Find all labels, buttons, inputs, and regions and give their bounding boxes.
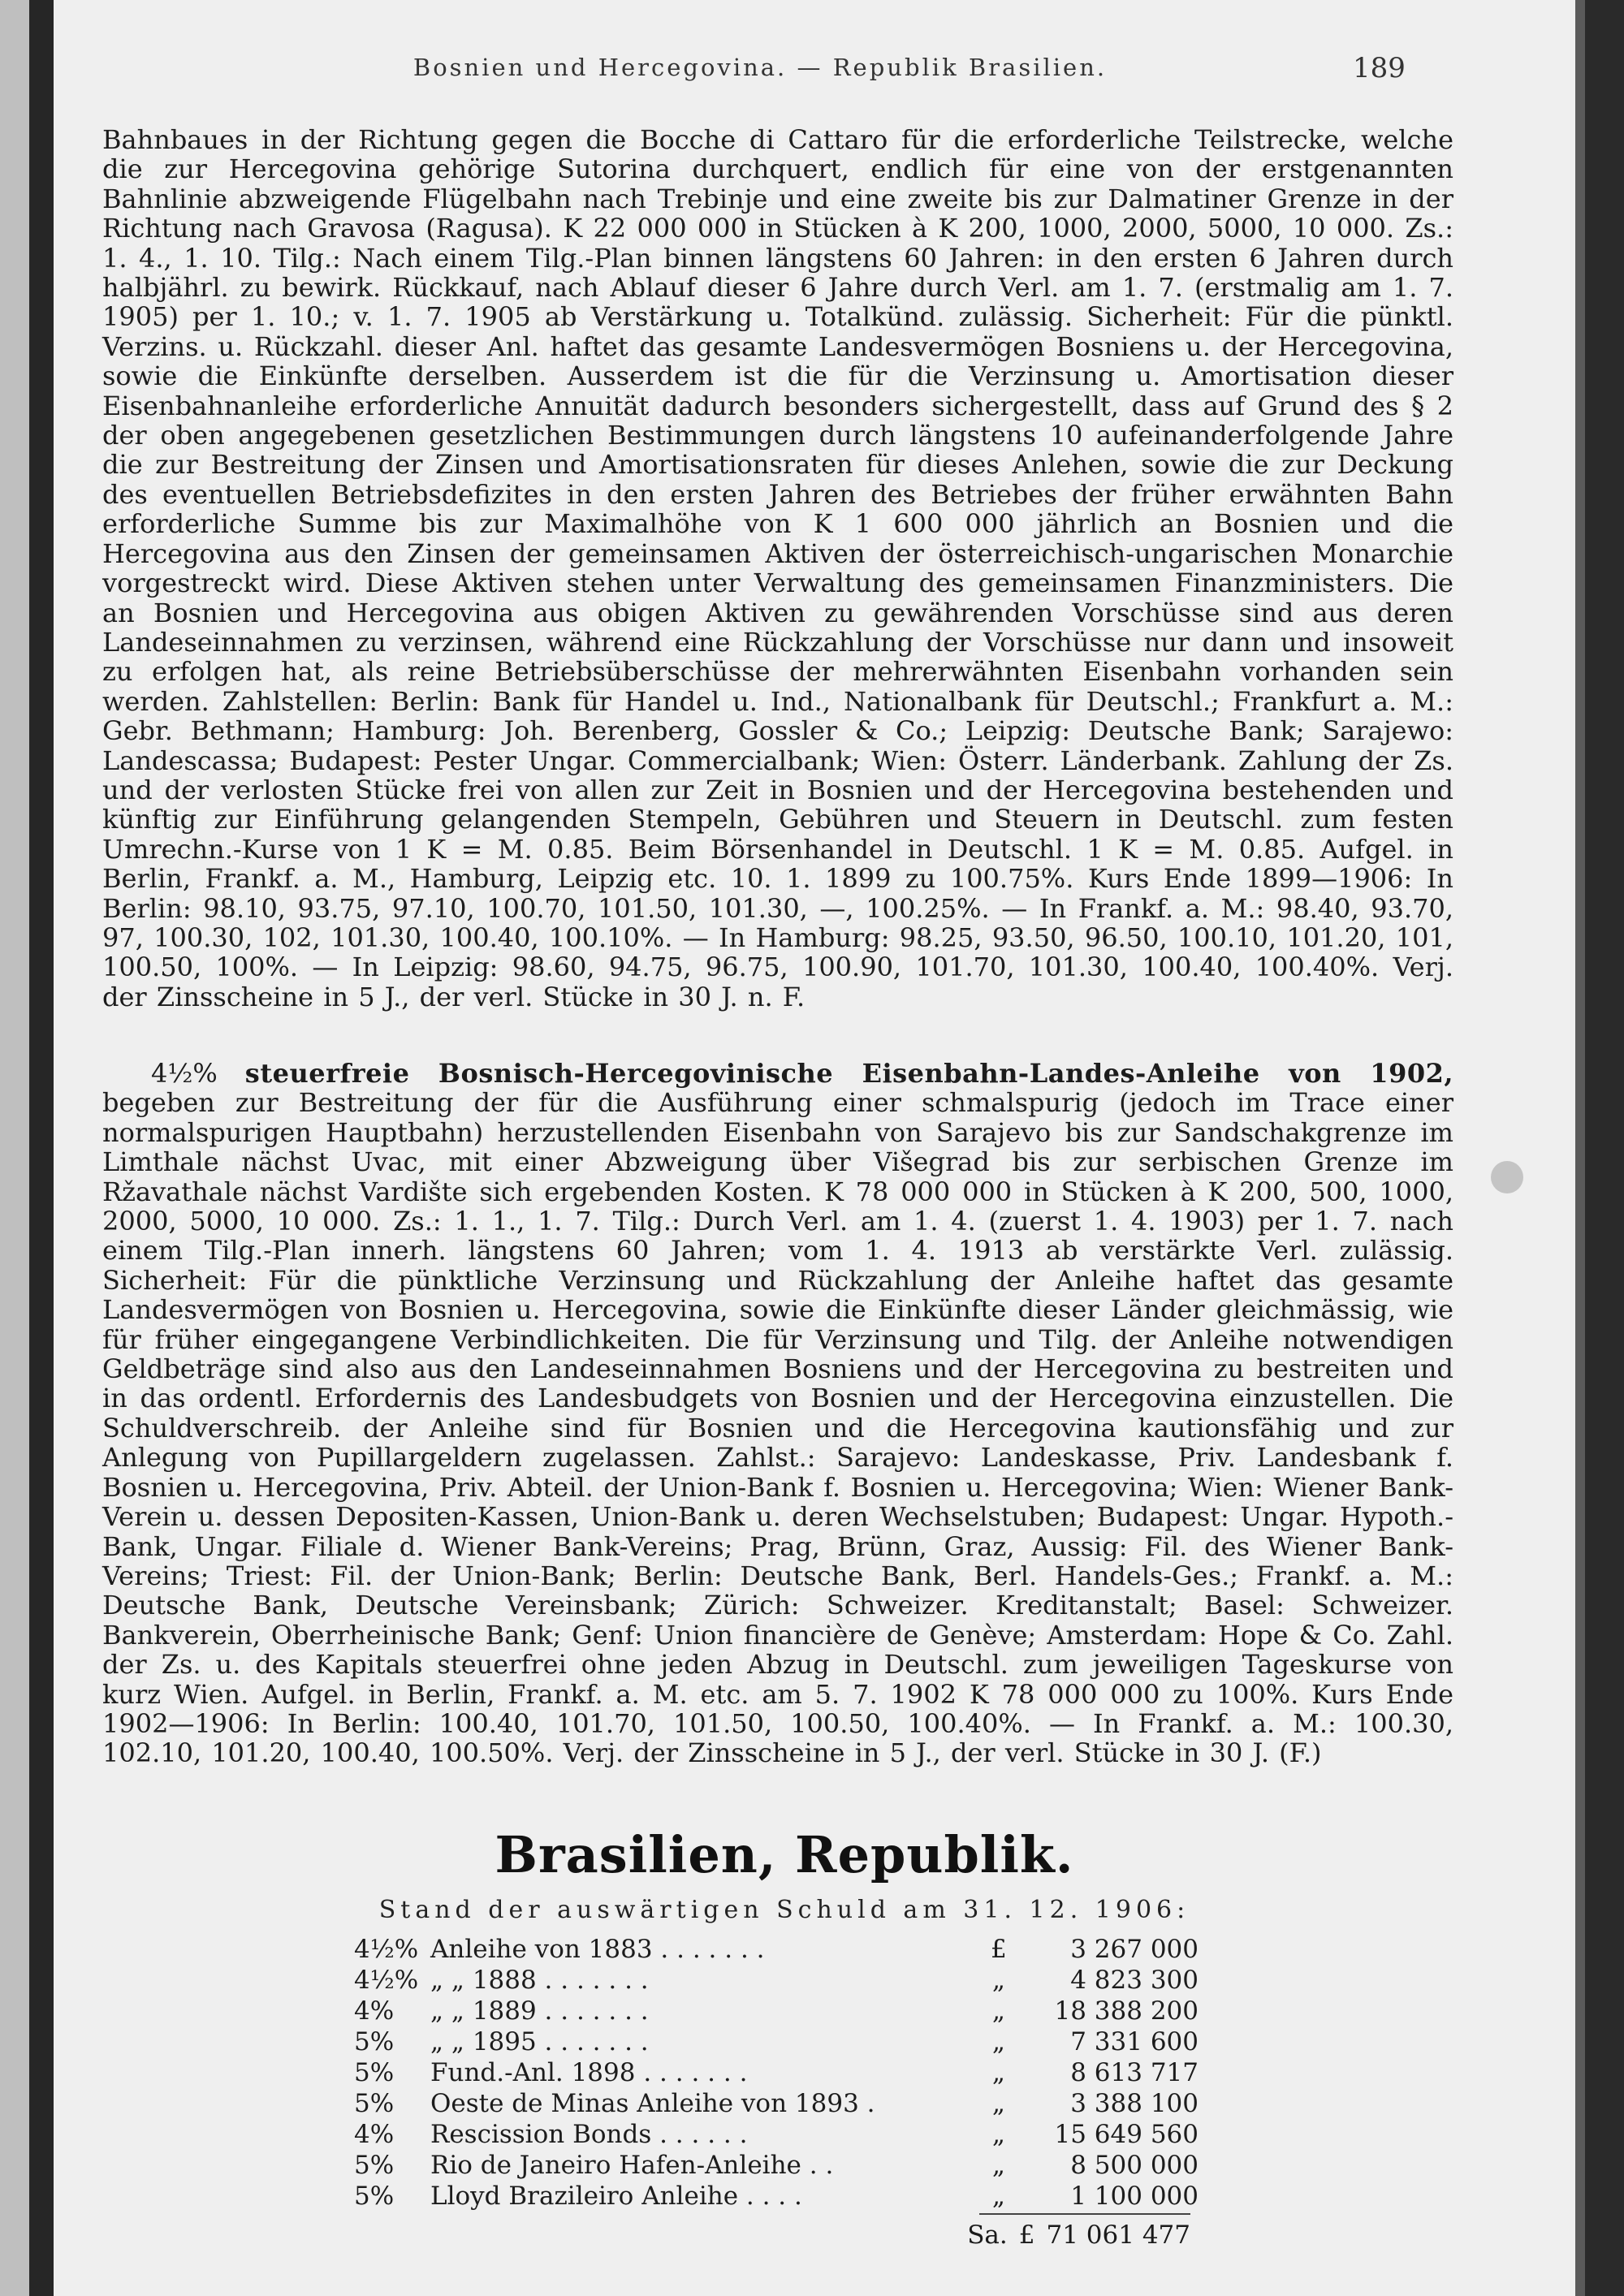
debt-row	[354, 2026, 1199, 2057]
debt-description: Anleihe von 1883 . . . . . . .	[430, 1935, 765, 1964]
debt-currency: „	[991, 2058, 1005, 2087]
scan-left-margin	[0, 0, 29, 2296]
debt-amount: 18 388 200	[1054, 1996, 1199, 2026]
total-label: Sa.	[967, 2220, 1008, 2250]
debt-amount: 8 500 000	[1070, 2151, 1199, 2180]
scan-blemish	[1491, 1161, 1523, 1193]
debt-rate: 4%	[354, 2120, 395, 2149]
book-page	[54, 0, 1575, 2296]
debt-currency: „	[991, 2182, 1005, 2211]
debt-description: Rescission Bonds . . . . . .	[430, 2120, 748, 2149]
debt-row	[354, 1934, 1199, 1965]
loan-heading: steuerfreie Bosnisch-Hercegovinische Eisenbahn-Landes-Anleihe von 1902,	[244, 1058, 1453, 1089]
debt-rate: 4%	[354, 1996, 395, 2026]
debt-description: Oeste de Minas Anleihe von 1893 .	[430, 2089, 875, 2118]
scan-right-edge	[1585, 0, 1624, 2296]
debt-row	[354, 2150, 1199, 2181]
debt-description: Lloyd Brazileiro Anleihe . . . .	[430, 2182, 802, 2211]
debt-row	[354, 1996, 1199, 2026]
debt-amount: 1 100 000	[1070, 2182, 1199, 2211]
debt-amount: 3 388 100	[1070, 2089, 1199, 2118]
debt-rate: 5%	[354, 2058, 395, 2087]
debt-currency: „	[991, 2151, 1005, 2180]
debt-rate: 5%	[354, 2151, 395, 2180]
debt-row	[354, 2119, 1199, 2150]
debt-rate: 5%	[354, 2089, 395, 2118]
debt-description: Fund.-Anl. 1898 . . . . . . .	[430, 2058, 748, 2087]
total-amount: 71 061 477	[1046, 2220, 1190, 2250]
debt-currency: „	[991, 2027, 1005, 2056]
debt-currency: „	[991, 2089, 1005, 2118]
paragraph-bosnian-railway-loan-1902	[102, 1059, 1453, 1768]
total-currency: £	[1018, 2220, 1035, 2250]
debt-amount: 7 331 600	[1070, 2027, 1199, 2056]
debt-rate: 4½%	[354, 1966, 419, 1995]
total-line	[898, 2220, 1190, 2250]
section-subtitle: Stand der auswärtigen Schuld am 31. 12. 1906:	[378, 1896, 1190, 1924]
debt-description: Rio de Janeiro Hafen-Anleihe . .	[430, 2151, 834, 2180]
debt-description: „ „ 1888 . . . . . . .	[430, 1966, 649, 1995]
debt-row	[354, 2088, 1199, 2119]
page-number: 189	[1353, 52, 1406, 84]
debt-amount: 8 613 717	[1070, 2058, 1199, 2087]
debt-rate: 5%	[354, 2182, 395, 2211]
debt-currency: „	[991, 1996, 1005, 2026]
debt-currency: £	[990, 1935, 1007, 1964]
debt-amount: 3 267 000	[1070, 1935, 1199, 1964]
loan-body: begeben zur Bestreitung der für die Ausführung einer schmalspurig (jedoch im Trace einer normalspurigen Hauptbahn) herzustellenden Eisenbahn von Sarajevo bis zur Sandschakgrenze im Limthale nächst Uvac, mit einer Abzweigung über Višegrad bis zur serbischen Grenze im Ržavathale nächst Vardište sich ergebenden Kosten. K 78 000 000 in Stücken à K 200, 500, 1000, 2000, 5000, 10 000. Zs.: 1. 1., 1. 7. Tilg.: Durch Verl. am 1. 4. (zuerst 1. 4. 1903) per 1. 7. nach einem Tilg.-Plan innerh. längstens 60 Jahren; vom 1. 4. 1913 ab verstärkte Verl. zulässig. Sicherheit: Für die pünktliche Verzinsung und Rückzahlung der Anleihe haftet das gesamte Landesvermögen von Bosnien u. Hercegovina, sowie die Einkünfte dieser Länder gleichmässig, wie für früher eingegangene Verbindlichkeiten. Die für Verzinsung und Tilg. der Anleihe notwendigen Geldbeträge sind also aus den Landeseinnahmen Bosniens und der Hercegovina zu bestreiten und in das ordentl. Erfordernis des Landesbudgets von Bosnien und der Hercegovina einzustellen. Die Schuldverschreib. der Anleihe sind für Bosnien und die Hercegovina kautionsfähig und zur Anlegung von Pupillargeldern zugelassen. Zahlst.: Sarajevo: Landeskasse, Priv. Landesbank f. Bosnien u. Hercegovina, Priv. Abteil. der Union-Bank f. Bosnien u. Hercegovina; Wien: Wiener Bank-Verein u. dessen Depositen-Kassen, Union-Bank u. deren Wechselstuben; Budapest: Ungar. Hypoth.-Bank, Ungar. Filiale d. Wiener Bank-Vereins; Prag, Brünn, Graz, Aussig: Fil. des Wiener Bank-Vereins; Triest: Fil. der Union-Bank; Berlin: Deutsche Bank, Berl. Handels-Ges.; Frankf. a. M.: Deutsche Bank, Deutsche Vereinsbank; Zürich: Schweizer. Kreditanstalt; Basel: Schweizer. Bankverein, Oberrheinische Bank; Genf: Union financière de Genève; Amsterdam: Hope & Co. Zahl. der Zs. u. des Kapitals steuerfrei ohne jeden Abzug in Deutschl. zum jeweiligen Tageskurse von kurz Wien. Aufgel. in Berlin, Frankf. a. M. etc. am 5. 7. 1902 K 78 000 000 zu 100%. Kurs Ende 1902—1906: In Berlin: 100.40, 101.70, 101.50, 100.50, 100.40%. — In Frankf. a. M.: 100.30, 102.10, 101.20, 100.40, 100.50%. Verj. der Zinsscheine in 5 J., der verl. Stücke in 30 J. (F.)	[102, 1087, 1453, 1769]
scan-right-shadow	[1575, 0, 1585, 2296]
debt-row	[354, 1965, 1199, 1996]
section-title: Brasilien, Republik.	[495, 1825, 1074, 1884]
paragraph-bosnian-railway-loan-1898: Bahnbaues in der Richtung gegen die Bocche di Cattaro für die erforderliche Teilstrecke, welche die zur Hercegovina gehörige Sutorina durchquert, endlich für eine von der erstgenannten Bahnlinie abzweigende Flügelbahn nach Trebinje und eine zweite bis zur Dalmatiner Grenze in der Richtung nach Gravosa (Ragusa). K 22 000 000 in Stücken à K 200, 1000, 2000, 5000, 10 000. Zs.: 1. 4., 1. 10. Tilg.: Nach einem Tilg.-Plan binnen längstens 60 Jahren: in den ersten 6 Jahren durch halbjährl. zu bewirk. Rückkauf, nach Ablauf dieser 6 Jahre durch Verl. am 1. 7. (erstmalig am 1. 7. 1905) per 1. 10.; v. 1. 7. 1905 ab Verstärkung u. Totalkünd. zulässig. Sicherheit: Für die pünktl. Verzins. u. Rückzahl. dieser Anl. haftet das gesamte Landesvermögen Bosniens u. der Hercegovina, sowie die Einkünfte derselben. Ausserdem ist die für die Verzinsung u. Amortisation dieser Eisenbahnanleihe erforderliche Annuität dadurch besonders sichergestellt, dass auf Grund des § 2 der oben angegebenen gesetzlichen Bestimmungen durch längstens 10 aufeinanderfolgende Jahre die zur Bestreitung der Zinsen und Amortisationsraten für dieses Anlehen, sowie die zur Deckung des eventuellen Betriebsdefizites in den ersten Jahren des Betriebes der früher erwähnten Bahn erforderliche Summe bis zur Maximalhöhe von K 1 600 000 jährlich an Bosnien und die Hercegovina aus den Zinsen der gemeinsamen Aktiven der österreichisch-ungarischen Monarchie vorgestreckt wird. Diese Aktiven stehen unter Verwaltung des gemeinsamen Finanzministers. Die an Bosnien und Hercegovina aus obigen Aktiven zu gewährenden Vorschüsse sind aus deren Landeseinnahmen zu verzinsen, während eine Rückzahlung der Vorschüsse nur dann und insoweit zu erfolgen hat, als reine Betriebsüberschüsse der mehrerwähnten Eisenbahn vorhanden sein werden. Zahlstellen: Berlin: Bank für Handel u. Ind., Nationalbank für Deutschl.; Frankfurt a. M.: Gebr. Bethmann; Hamburg: Joh. Berenberg, Gossler & Co.; Leipzig: Deutsche Bank; Sarajewo: Landescassa; Budapest: Pester Ungar. Commercialbank; Wien: Österr. Länderbank. Zahlung der Zs. und der verlosten Stücke frei von allen zur Zeit in Bosnien und der Hercegovina bestehenden und künftig zur Einführung gelangenden Stempeln, Gebühren und Steuern in Deutschl. zum festen Umrechn.-Kurse von 1 K = M. 0.85. Beim Börsenhandel in Deutschl. 1 K = M. 0.85. Aufgel. in Berlin, Frankf. a. M., Hamburg, Leipzig etc. 10. 1. 1899 zu 100.75%. Kurs Ende 1899—1906: In Berlin: 98.10, 93.75, 97.10, 100.70, 101.50, 101.30, —, 100.25%. — In Frankf. a. M.: 98.40, 93.70, 97, 100.30, 102, 101.30, 100.40, 100.10%. — In Hamburg: 98.25, 93.50, 96.50, 100.10, 101.20, 101, 100.50, 100%. — In Leipzig: 98.60, 94.75, 96.75, 100.90, 101.70, 101.30, 100.40, 100.40%. Verj. der Zinsscheine in 5 J., der verl. Stücke in 30 J. n. F.	[102, 124, 1453, 1012]
debt-description: „ „ 1889 . . . . . . .	[430, 1996, 649, 2026]
debt-description: „ „ 1895 . . . . . . .	[430, 2027, 649, 2056]
foreign-debt-table	[354, 1934, 1199, 2212]
scan-binding-shadow	[29, 0, 54, 2296]
debt-row	[354, 2057, 1199, 2088]
debt-amount: 15 649 560	[1054, 2120, 1199, 2149]
total-rule	[979, 2213, 1190, 2215]
loan-rate: 4½%	[151, 1058, 218, 1089]
debt-currency: „	[991, 1966, 1005, 1995]
debt-amount: 4 823 300	[1070, 1966, 1199, 1995]
debt-currency: „	[991, 2120, 1005, 2149]
debt-row	[354, 2181, 1199, 2212]
running-head: Bosnien und Hercegovina. — Republik Brasilien.	[412, 54, 1108, 81]
debt-rate: 5%	[354, 2027, 395, 2056]
debt-rate: 4½%	[354, 1935, 419, 1964]
